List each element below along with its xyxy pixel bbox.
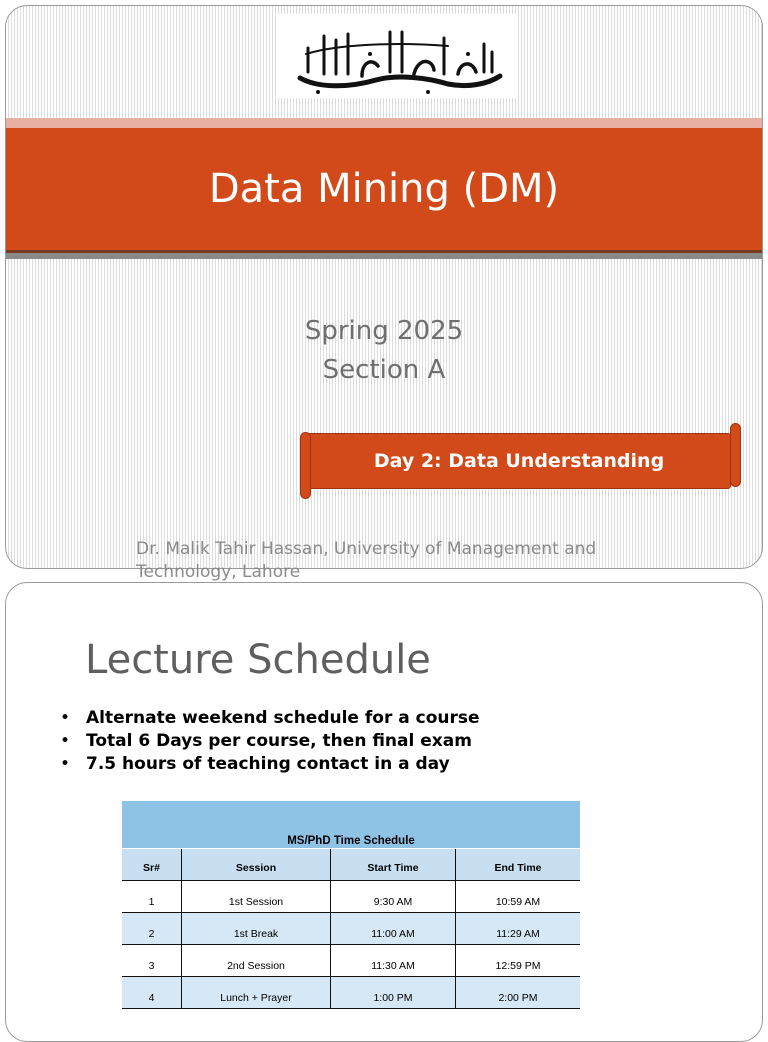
table-row: [122, 977, 580, 1009]
bullet-item: • Total 6 Days per course, then final exam: [60, 731, 472, 751]
table-row: [122, 945, 580, 977]
column-header: Sr#: [143, 861, 160, 874]
table-cell: 1:00 PM: [330, 977, 455, 1008]
slide-title: Lecture Schedule: [85, 637, 431, 683]
table-row: [122, 913, 580, 945]
table-cell: 2: [148, 928, 155, 940]
bullet-icon: •: [60, 731, 71, 751]
bullet-list: [58, 707, 480, 776]
column-header: Session: [181, 849, 330, 880]
table-cell: 11:29 AM: [455, 913, 580, 944]
table-cell: 1: [148, 896, 155, 908]
semester-label: Spring 2025: [304, 316, 464, 346]
title-band-highlight: [6, 118, 762, 128]
schedule-table: [122, 801, 580, 1009]
scroll-curl-right: [730, 423, 741, 487]
table-cell: 1st Session: [181, 881, 330, 912]
bullet-item: • Alternate weekend schedule for a course: [60, 708, 480, 728]
title-slide[interactable]: [5, 5, 763, 582]
bismillah-calligraphy-image: [278, 14, 516, 98]
table-cell: 11:00 AM: [330, 913, 455, 944]
table-row: [122, 881, 580, 913]
table-cell: 12:59 PM: [455, 945, 580, 976]
day-scroll-banner: [299, 421, 739, 503]
table-caption: MS/PhD Time Schedule: [122, 801, 580, 849]
table-header-row: [122, 849, 580, 881]
table-cell: 2nd Session: [181, 945, 330, 976]
table-cell: 4: [148, 992, 155, 1004]
table-cell: 3: [148, 960, 155, 972]
slide-title: Data Mining (DM): [208, 166, 560, 212]
title-band: [6, 128, 762, 250]
lecture-schedule-slide[interactable]: [5, 582, 763, 1042]
table-cell: 10:59 AM: [455, 881, 580, 912]
section-label: Section A: [322, 355, 446, 385]
bullet-icon: •: [60, 754, 71, 774]
day-topic-label: Day 2: Data Understanding: [373, 450, 665, 472]
table-cell: 2:00 PM: [455, 977, 580, 1008]
table-cell: Lunch + Prayer: [181, 977, 330, 1008]
table-cell: 11:30 AM: [330, 945, 455, 976]
bullet-item: • 7.5 hours of teaching contact in a day: [60, 754, 450, 774]
author-credit: Dr. Malik Tahir Hassan, University of Management and Technology, Lahore: [136, 539, 597, 582]
table-cell: 9:30 AM: [330, 881, 455, 912]
column-header: End Time: [455, 849, 580, 880]
bullet-icon: •: [60, 708, 71, 728]
column-header: Start Time: [330, 849, 455, 880]
table-cell: 1st Break: [181, 913, 330, 944]
